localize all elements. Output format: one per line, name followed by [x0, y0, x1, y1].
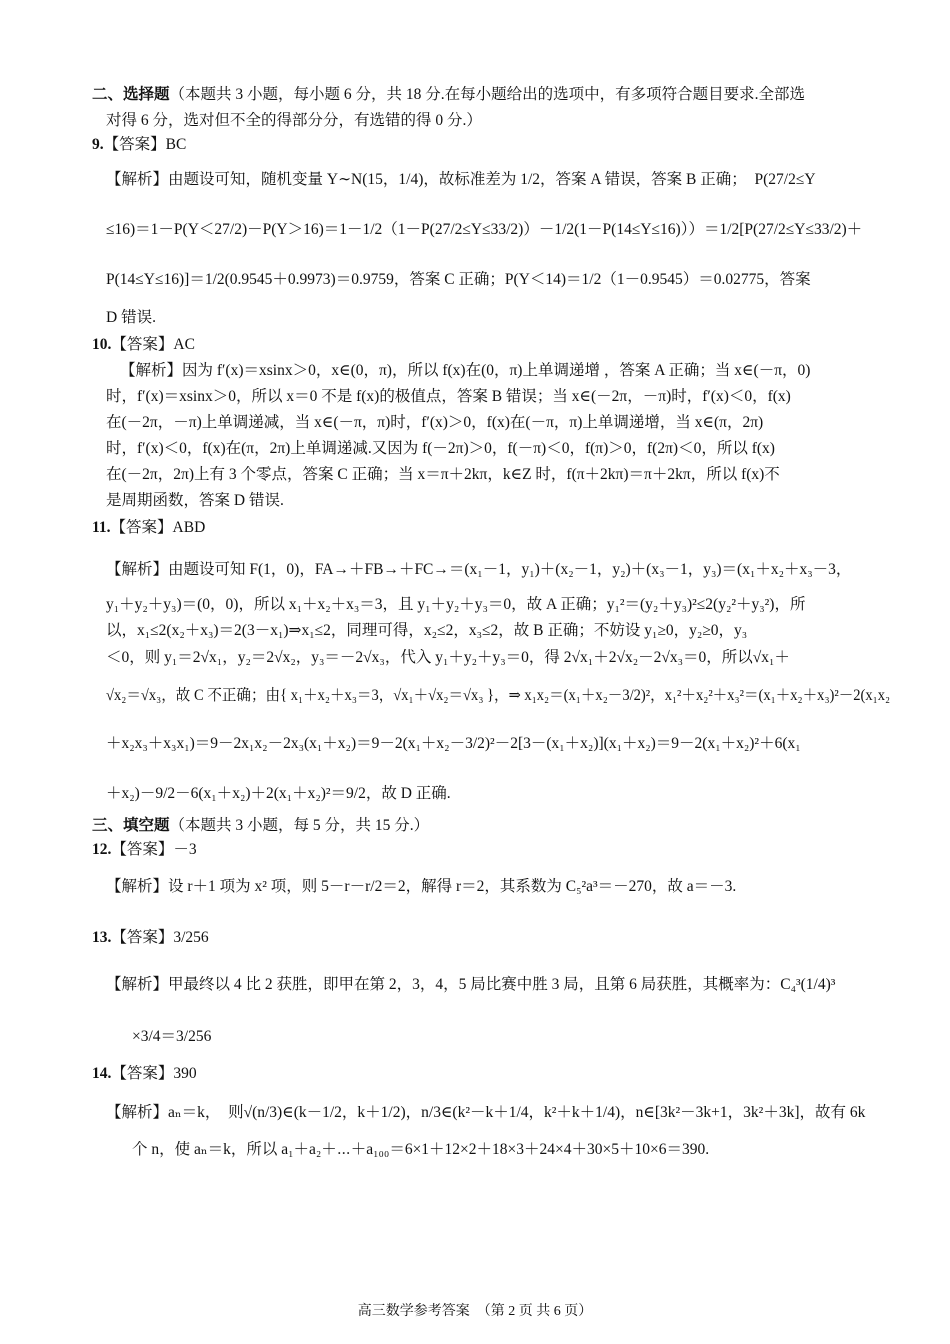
line-text: 【答案】BC: [103, 136, 187, 153]
line-text: 【解析】由题设可知，随机变量 Y∼N(15，1/4)，故标准差为 1/2，答案 A 错误，答案 B 正确； P(27/2≤Y: [106, 171, 816, 188]
line-text: 在(－2π，－π)上单调递减，当 x∈(－π，π)时，f′(x)＞0，f(x)在(－π，π)上单调递增，当 x∈(π，2π): [106, 414, 764, 431]
line-heading: 11.: [92, 519, 111, 536]
line-text: P(14≤Y≤16)]＝1/2(0.9545＋0.9973)＝0.9759，答案 C 正确；P(Y＜14)＝1/2（1－0.9545）＝0.02775，答案: [106, 271, 811, 288]
text-line: [106, 220, 862, 240]
line-heading: 14.: [92, 1065, 112, 1082]
text-line: [92, 335, 195, 355]
line-text: D 错误.: [106, 309, 156, 326]
text-line: [120, 361, 810, 381]
text-line: [92, 135, 186, 155]
line-text: （本题共 3 小题，每 5 分，共 15 分.）: [169, 817, 430, 834]
text-line: [92, 840, 197, 860]
line-text: 以，x₁≤2(x₂＋x₃)＝2(3－x₁)⇒x₁≤2，同理可得，x₂≤2，x₃≤2，故 B 正确；不妨设 y₁≥0，y₂≥0，y₃: [106, 622, 748, 639]
line-text: 【解析】aₙ＝k， 则√(n/3)∈(k－1/2，k＋1/2)，n/3∈(k²－k＋1/4，k²＋k＋1/4)，n∈[3k²－3k+1，3k²＋3k]，故有 6k: [106, 1104, 866, 1121]
line-text: ≤16)＝1－P(Y＜27/2)－P(Y＞16)＝1－1/2（1－P(27/2≤Y≤33/2)）－1/2(1－P(14≤Y≤16)））＝1/2[P(27/2≤Y≤33/2)＋: [106, 221, 863, 238]
text-line: [92, 816, 429, 836]
line-text: ＋x₂)－9/2－6(x₁＋x₂)＋2(x₁＋x₂)²＝9/2，故 D 正确.: [106, 785, 451, 802]
line-heading: 10.: [92, 336, 112, 353]
text-line: [106, 270, 811, 290]
text-line: [106, 621, 747, 641]
text-line: [92, 928, 209, 948]
text-line: [106, 595, 805, 615]
text-line: [106, 439, 775, 459]
line-text: 在(－2π，2π)上有 3 个零点，答案 C 正确；当 x＝π＋2kπ，k∈Z 时，f(π＋2kπ)＝π＋2kπ，所以 f(x)不: [106, 466, 780, 483]
text-line: [106, 686, 890, 706]
line-heading: 二、选择题: [92, 86, 170, 103]
line-text: 【答案】ABD: [110, 519, 206, 536]
text-line: [132, 1027, 211, 1047]
page-footer: 高三数学参考答案 （第 2 页 共 6 页）: [357, 1304, 593, 1319]
text-line: [92, 85, 805, 105]
text-line: [106, 387, 791, 407]
line-text: 【解析】由题设可知 F(1，0)，FA→＋FB→＋FC→＝(x₁－1，y₁)＋(x₂－1，y₂)＋(x₃－1，y₃)＝(x₁＋x₂＋x₃－3，: [106, 561, 852, 578]
text-line: [106, 308, 156, 328]
text-line: [132, 1140, 709, 1160]
line-text: 是周期函数，答案 D 错误.: [106, 492, 284, 509]
line-text: 个 n，使 aₙ＝k，所以 a₁＋a₂＋⋯＋a₁₀₀＝6×1＋12×2＋18×3＋24×4＋30×5＋10×6＝390.: [132, 1141, 710, 1158]
line-text: y₁＋y₂＋y₃)＝(0，0)，所以 x₁＋x₂＋x₃＝3，且 y₁＋y₂＋y₃＝0，故 A 正确；y₁²＝(y₂＋y₃)²≤2(y₂²＋y₃²)，所: [106, 596, 806, 613]
text-line: [92, 518, 205, 538]
line-text: ×3/4＝3/256: [132, 1028, 212, 1045]
text-line: [106, 560, 851, 580]
line-heading: 13.: [92, 929, 112, 946]
line-text: 时，f′(x)＜0，f(x)在(π，2π)上单调递减.又因为 f(－2π)＞0，f(－π)＜0，f(π)＞0，f(2π)＜0，所以 f(x): [106, 440, 775, 457]
text-line: [92, 1064, 197, 1084]
line-text: ＜0，则 y₁＝2√x₁，y₂＝2√x₂，y₃＝－2√x₃，代入 y₁＋y₂＋y₃＝0，得 2√x₁＋2√x₂－2√x₃＝0，所以√x₁＋: [106, 649, 790, 666]
line-heading: 三、填空题: [92, 817, 170, 834]
line-text: √x₂＝√x₃，故 C 不正确；由{ x₁＋x₂＋x₃＝3，√x₁＋√x₂＝√x₃ }，⇒ x₁x₂＝(x₁＋x₂－3/2)²，x₁²＋x₂²＋x₃²＝(x₁＋x₂＋x₃)²－2(x₁x₂: [106, 687, 891, 704]
text-line: [106, 170, 816, 190]
text-line: [106, 465, 780, 485]
line-text: 【答案】390: [111, 1065, 197, 1082]
line-text: 对得 6 分，选对但不全的得部分分，有选错的得 0 分.）: [106, 112, 482, 129]
text-line: [106, 784, 451, 804]
text-line: [106, 975, 835, 995]
text-line: [106, 1103, 865, 1123]
text-line: [106, 491, 284, 511]
line-text: 【答案】AC: [111, 336, 195, 353]
line-text: （本题共 3 小题，每小题 6 分，共 18 分.在每小题给出的选项中，有多项符合题目要求.全部选: [169, 86, 806, 103]
text-line: [106, 413, 763, 433]
text-line: [106, 877, 736, 897]
line-text: 【解析】甲最终以 4 比 2 获胜，即甲在第 2，3，4，5 局比赛中胜 3 局，且第 6 局获胜，其概率为：C₄³(1/4)³: [106, 976, 836, 993]
line-text: ＋x₂x₃＋x₃x₁)＝9－2x₁x₂－2x₃(x₁＋x₂)＝9－2(x₁＋x₂－3/2)²－2[3－(x₁＋x₂)](x₁＋x₂)＝9－2(x₁＋x₂)²＋6(x₁: [106, 735, 801, 752]
line-text: 【答案】－3: [111, 841, 197, 858]
line-text: 【答案】3/256: [111, 929, 209, 946]
line-text: 时，f′(x)＝xsinx＞0，所以 x＝0 不是 f(x)的极值点，答案 B 错误；当 x∈(－2π，－π)时，f′(x)＜0，f(x): [106, 388, 791, 405]
line-heading: 9.: [92, 136, 104, 153]
text-line: [106, 648, 790, 668]
line-text: 【解析】因为 f′(x)＝xsinx＞0，x∈(0，π)，所以 f(x)在(0，π)上单调递增 ，答案 A 正确；当 x∈(－π，0): [120, 362, 811, 379]
text-line: [106, 734, 801, 754]
line-text: 【解析】设 r＋1 项为 x² 项，则 5－r－r/2＝2，解得 r＝2，其系数为 C₅²a³＝－270，故 a＝－3.: [106, 878, 737, 895]
text-line: [106, 111, 482, 131]
line-heading: 12.: [92, 841, 112, 858]
